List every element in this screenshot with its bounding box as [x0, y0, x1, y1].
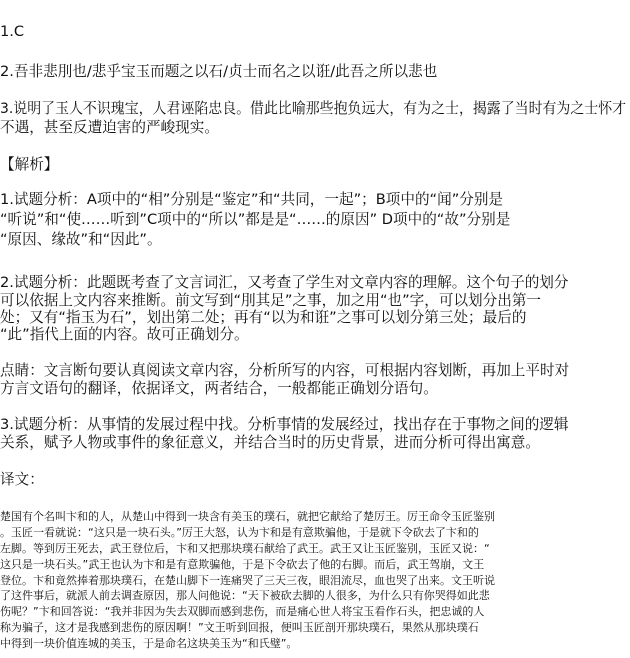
- analysis-2-line-4: “此”指代上面的内容。故可正确划分。: [0, 326, 249, 343]
- analysis-1-line-2: “听说”和“使……听到”C项中的“所以”都是是“……的原因” D项中的“故”分别是: [0, 211, 511, 228]
- translation-heading: 译文：: [0, 471, 44, 488]
- answer-3-line-1: 3.说明了玉人不识瑰宝，人君诬陷忠良。借此比喻那些抱负远大，有为之士，揭露了当时有为之士怀才: [0, 100, 627, 117]
- translation-line: 登位。卞和竟然捧着那块璞石，在楚山脚下一连痛哭了三天三夜，眼泪流尽，血也哭了出来。文王听说: [0, 574, 495, 587]
- analysis-2-line-3: 处；又有“指玉为石”，划出第二处；再有“以为和诳”之事可以划分第三处；最后的: [0, 309, 527, 326]
- answer-3-line-2: 不遇，甚至反遭迫害的严峻现实。: [0, 119, 219, 136]
- translation-line: 这只是一块石头。”武王也认为卞和是有意欺骗他，于是下令砍去了他的右脚。而后，武王驾崩，文王: [0, 558, 485, 571]
- analysis-1-line-1: 1.试题分析：A项中的“相”分别是“鉴定”和“共同，一起”；B项中的“闻”分别是: [0, 191, 504, 208]
- tip-line-2: 方言文语句的翻译，依据译文，两者结合，一般都能正确划分语句。: [0, 380, 438, 397]
- analysis-1-line-3: “原因、缘故”和“因此”。: [0, 231, 162, 248]
- analysis-3-line-1: 3.试题分析：从事情的发展过程中找。分析事情的发展经过，找出存在于事物之间的逻辑: [0, 416, 569, 433]
- translation-line: 中得到一块价值连城的美玉，于是命名这块美玉为“和氏璧”。: [0, 637, 298, 650]
- analysis-3-line-2: 关系，赋予人物或事件的象征意义，并结合当时的历史背景，进而分析可得出寓意。: [0, 434, 540, 451]
- translation-line: 。玉匠一看就说：“这只是一块石头。”厉王大怒，认为卞和是有意欺骗他，于是就下令砍去了卞和的: [0, 526, 479, 539]
- translation-line: 伤呢？”卞和回答说：“我并非因为失去双脚而感到悲伤，而是痛心世人将宝玉看作石头，把忠诚的人: [0, 605, 485, 618]
- translation-line: 了这件事后，就派人前去调查原因，那人问他说：“天下被砍去脚的人很多，为什么只有你哭得如此悲: [0, 589, 490, 602]
- translation-line: 楚国有个名叫卞和的人，从楚山中得到一块含有美玉的璞石，就把它献给了楚厉王。厉王命令玉匠鉴别: [0, 510, 495, 523]
- analysis-2-line-2: 可以依据上文内容来推断。前文写到“刖其足”之事，加之用“也”字，可以划分出第一: [0, 292, 542, 309]
- tip-line-1: 点睛：文言断句要认真阅读文章内容，分析所写的内容，可根据内容划断，再加上平时对: [0, 362, 570, 379]
- analysis-2-line-1: 2.试题分析：此题既考查了文言词汇，又考查了学生对文章内容的理解。这个句子的划分: [0, 274, 569, 291]
- answer-1: 1.C: [0, 23, 25, 40]
- translation-line: 左脚。等到厉王死去，武王登位后，卞和又把那块璞石献给了武王。武王又让玉匠鉴别，玉匠又说：“: [0, 542, 490, 555]
- translation-line: 称为骗子，这才是我感到悲伤的原因啊！”文王听到回报，便叫玉匠剖开那块璞石，果然从那块璞石: [0, 621, 479, 634]
- analysis-heading: 【解析】: [0, 156, 59, 173]
- answer-2: 2.吾非悲刖也/悲乎宝玉而题之以石/贞士而名之以诳/此吾之所以悲也: [0, 63, 438, 80]
